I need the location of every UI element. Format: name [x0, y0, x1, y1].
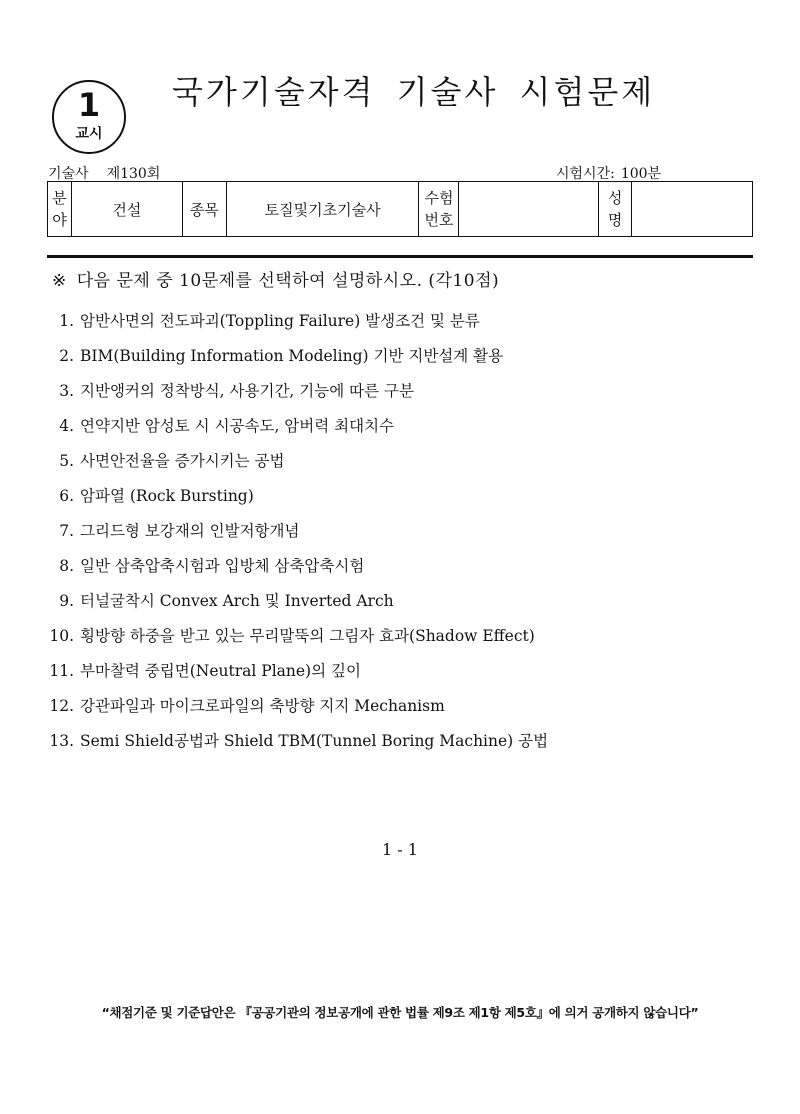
- question-item: [44, 377, 548, 412]
- exam-time-value: 100분: [620, 166, 662, 182]
- question-item: [44, 412, 548, 447]
- session-label: 교시: [75, 126, 103, 142]
- footer-note: “채점기준 및 기준답안은 『공공기관의 정보공개에 관한 법률 제9조 제1항 제5호』에 의거 공개하지 않습니다”: [101, 1005, 699, 1020]
- exam-no-label-cell: [419, 182, 459, 237]
- name-label-line-2: 명: [607, 211, 623, 229]
- question-item: [44, 657, 548, 692]
- question-text: 그리드형 보강재의 인발저항개념: [80, 522, 300, 540]
- exam-no-label-line-1: 수험: [424, 189, 454, 207]
- field-label-line-1: 분: [52, 189, 67, 207]
- session-badge: [52, 80, 126, 154]
- exam-grade: 기술사: [48, 166, 89, 182]
- question-text: 횡방향 하중을 받고 있는 무리말뚝의 그림자 효과(Shadow Effect): [80, 627, 535, 645]
- question-number: 7.: [59, 522, 74, 540]
- question-number: 9.: [59, 592, 74, 610]
- question-number: 12.: [49, 697, 74, 715]
- question-item: [44, 447, 548, 482]
- page-number: 1 - 1: [382, 840, 418, 859]
- question-text: 사면안전율을 증가시키는 공법: [80, 452, 285, 470]
- question-text: 터널굴착시 Convex Arch 및 Inverted Arch: [80, 592, 394, 610]
- question-item: [44, 727, 548, 762]
- question-item: [44, 622, 548, 657]
- instruction: [52, 266, 499, 291]
- question-number: 8.: [59, 557, 74, 575]
- section-divider: [47, 255, 753, 258]
- question-number: 4.: [59, 417, 74, 435]
- question-item: [44, 692, 548, 727]
- question-text: 연약지반 암성토 시 시공속도, 암버력 최대치수: [80, 417, 395, 435]
- question-number: 2.: [59, 347, 74, 365]
- question-text: 지반앵커의 정착방식, 사용기간, 기능에 따른 구분: [80, 382, 414, 400]
- reference-mark: ※: [52, 271, 67, 291]
- question-item: [44, 552, 548, 587]
- question-text: BIM(Building Information Modeling) 기반 지반설계 활용: [80, 347, 504, 365]
- question-text: 부마찰력 중립면(Neutral Plane)의 깊이: [80, 662, 361, 680]
- name-label-cell: [599, 182, 632, 237]
- question-item: [44, 517, 548, 552]
- exam-round: 제130회: [106, 166, 161, 182]
- exam-time-label: 시험시간:: [556, 166, 615, 182]
- exam-time: [556, 163, 661, 183]
- name-field[interactable]: [632, 182, 753, 237]
- question-number: 1.: [59, 312, 74, 330]
- question-number: 5.: [59, 452, 74, 470]
- exam-no-field[interactable]: [459, 182, 599, 237]
- field-label-cell: [48, 182, 72, 237]
- exam-grade-round: [48, 163, 160, 183]
- instruction-text: 다음 문제 중 10문제를 선택하여 설명하시오. (각10점): [76, 271, 500, 291]
- question-item: [44, 587, 548, 622]
- question-item: [44, 342, 548, 377]
- question-text: 일반 삼축압축시험과 입방체 삼축압축시험: [80, 557, 365, 575]
- question-item: [44, 307, 548, 342]
- field-value-cell: 건설: [71, 182, 182, 237]
- question-number: 11.: [49, 662, 74, 680]
- session-number: 1: [77, 86, 101, 124]
- question-text: Semi Shield공법과 Shield TBM(Tunnel Boring Machine) 공법: [80, 732, 549, 750]
- name-label-line-1: 성: [607, 189, 623, 207]
- question-number: 6.: [59, 487, 74, 505]
- item-label-cell: 종목: [182, 182, 226, 237]
- page-title: 국가기술자격 기술사 시험문제: [172, 73, 656, 111]
- field-label-line-2: 야: [52, 211, 67, 229]
- exam-info-table: [47, 181, 753, 237]
- question-text: 암반사면의 전도파괴(Toppling Failure) 발생조건 및 분류: [80, 312, 480, 330]
- question-number: 3.: [59, 382, 74, 400]
- item-value-cell: 토질및기초기술사: [226, 182, 419, 237]
- question-number: 10.: [49, 627, 74, 645]
- question-list: [44, 307, 548, 762]
- question-number: 13.: [49, 732, 74, 750]
- question-item: [44, 482, 548, 517]
- question-text: 강관파일과 마이크로파일의 축방향 지지 Mechanism: [80, 697, 445, 715]
- exam-no-label-line-2: 번호: [424, 211, 454, 229]
- question-text: 암파열 (Rock Bursting): [80, 487, 254, 505]
